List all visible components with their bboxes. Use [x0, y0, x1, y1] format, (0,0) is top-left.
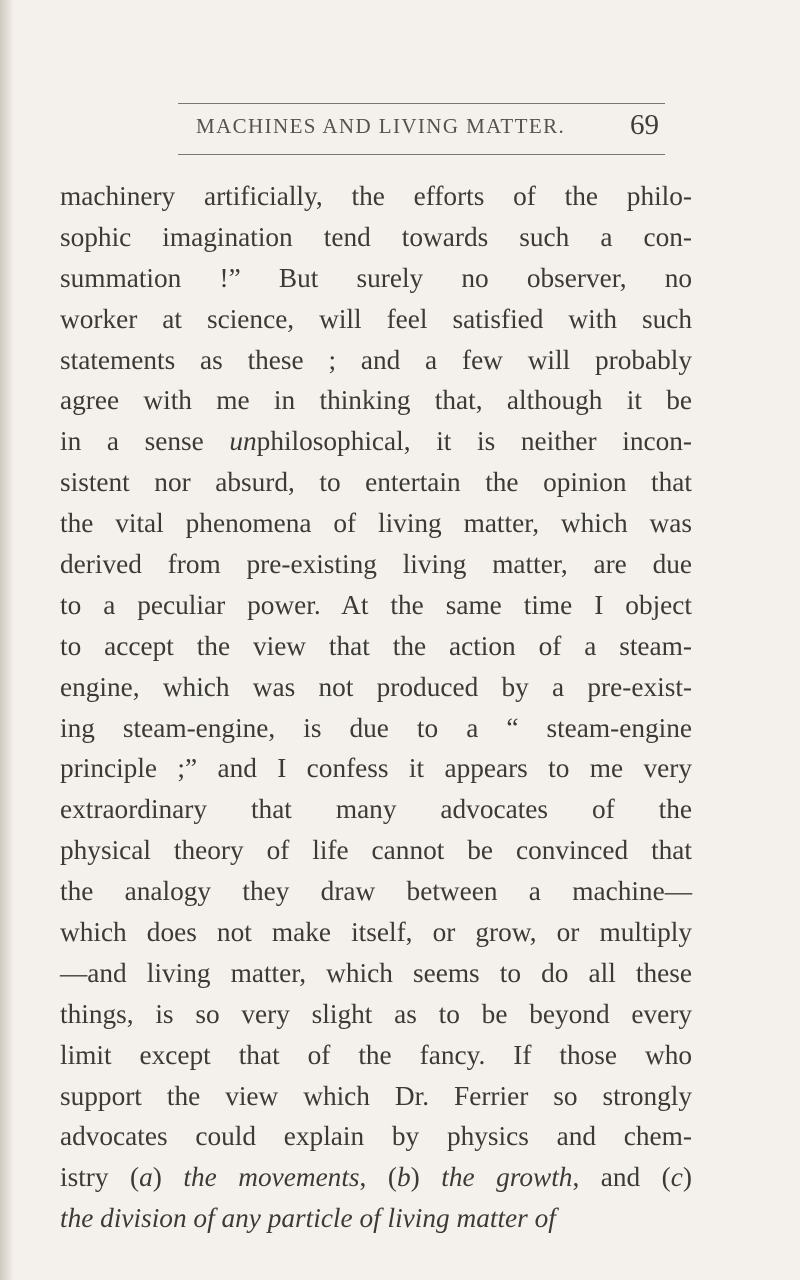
- text-segment: , and (: [572, 1162, 671, 1193]
- text-segment: , (: [359, 1162, 397, 1193]
- text-line: to a peculiar power. At the same time I object: [60, 589, 692, 620]
- text-segment: istry (: [60, 1162, 140, 1193]
- page-header: [178, 108, 665, 152]
- text-line: summation !” But surely no observer, no: [60, 262, 692, 293]
- text-line: ing steam-engine, is due to a “ steam-engine: [60, 712, 692, 743]
- italic-prefix: un: [229, 426, 257, 457]
- text-line: agree with me in thinking that, although it be: [60, 385, 692, 416]
- text-line: sophic imagination tend towards such a con-: [60, 221, 692, 252]
- running-head: MACHINES AND LIVING MATTER.: [196, 114, 566, 138]
- italic-phrase: the growth: [441, 1162, 573, 1193]
- text-line: to accept the view that the action of a steam-: [60, 630, 692, 661]
- text-line: [60, 1157, 692, 1198]
- text-line: the vital phenomena of living matter, which was: [60, 508, 692, 539]
- text-line: extraordinary that many advocates of the: [60, 794, 692, 825]
- text-line: advocates could explain by physics and chem-: [60, 1121, 692, 1152]
- text-segment: ): [152, 1162, 184, 1193]
- text-line: [60, 1198, 692, 1239]
- text-line: physical theory of life cannot be convinced that: [60, 835, 692, 866]
- text-segment: in a sense: [60, 426, 230, 457]
- body-text: [60, 176, 692, 1239]
- text-line: limit except that of the fancy. If those who: [60, 1039, 692, 1070]
- text-line: support the view which Dr. Ferrier so strongly: [60, 1080, 692, 1111]
- text-line: engine, which was not produced by a pre-exist-: [60, 671, 692, 702]
- text-line: worker at science, will feel satisfied with such: [60, 303, 692, 334]
- text-line: which does not make itself, or grow, or multiply: [60, 917, 692, 948]
- text-line: statements as these ; and a few will probably: [60, 344, 692, 375]
- text-line: derived from pre-existing living matter, are due: [60, 549, 692, 580]
- text-line: things, is so very slight as to be beyond every: [60, 998, 692, 1029]
- text-segment: philosophical, it is neither incon-: [256, 426, 692, 457]
- italic-phrase: the division of any particle of living matter of: [60, 1203, 556, 1234]
- text-line: —and living matter, which seems to do all these: [60, 957, 692, 988]
- italic-letter: b: [396, 1162, 411, 1193]
- text-line: principle ;” and I confess it appears to me very: [60, 753, 692, 784]
- text-line: sistent nor absurd, to entertain the opinion that: [60, 467, 692, 498]
- italic-phrase: the movements: [183, 1162, 360, 1193]
- italic-letter: c: [670, 1162, 683, 1193]
- text-line: machinery artificially, the efforts of the philo-: [60, 181, 692, 211]
- italic-letter: a: [139, 1162, 153, 1193]
- text-segment: ): [410, 1162, 442, 1193]
- header-rule-top: [178, 103, 665, 104]
- text-line: the analogy they draw between a machine—: [60, 876, 692, 907]
- text-segment: ): [682, 1162, 692, 1193]
- text-line: [60, 421, 692, 462]
- page-number: 69: [630, 109, 659, 141]
- binding-edge: [0, 0, 14, 1280]
- header-rule-bottom: [178, 154, 665, 155]
